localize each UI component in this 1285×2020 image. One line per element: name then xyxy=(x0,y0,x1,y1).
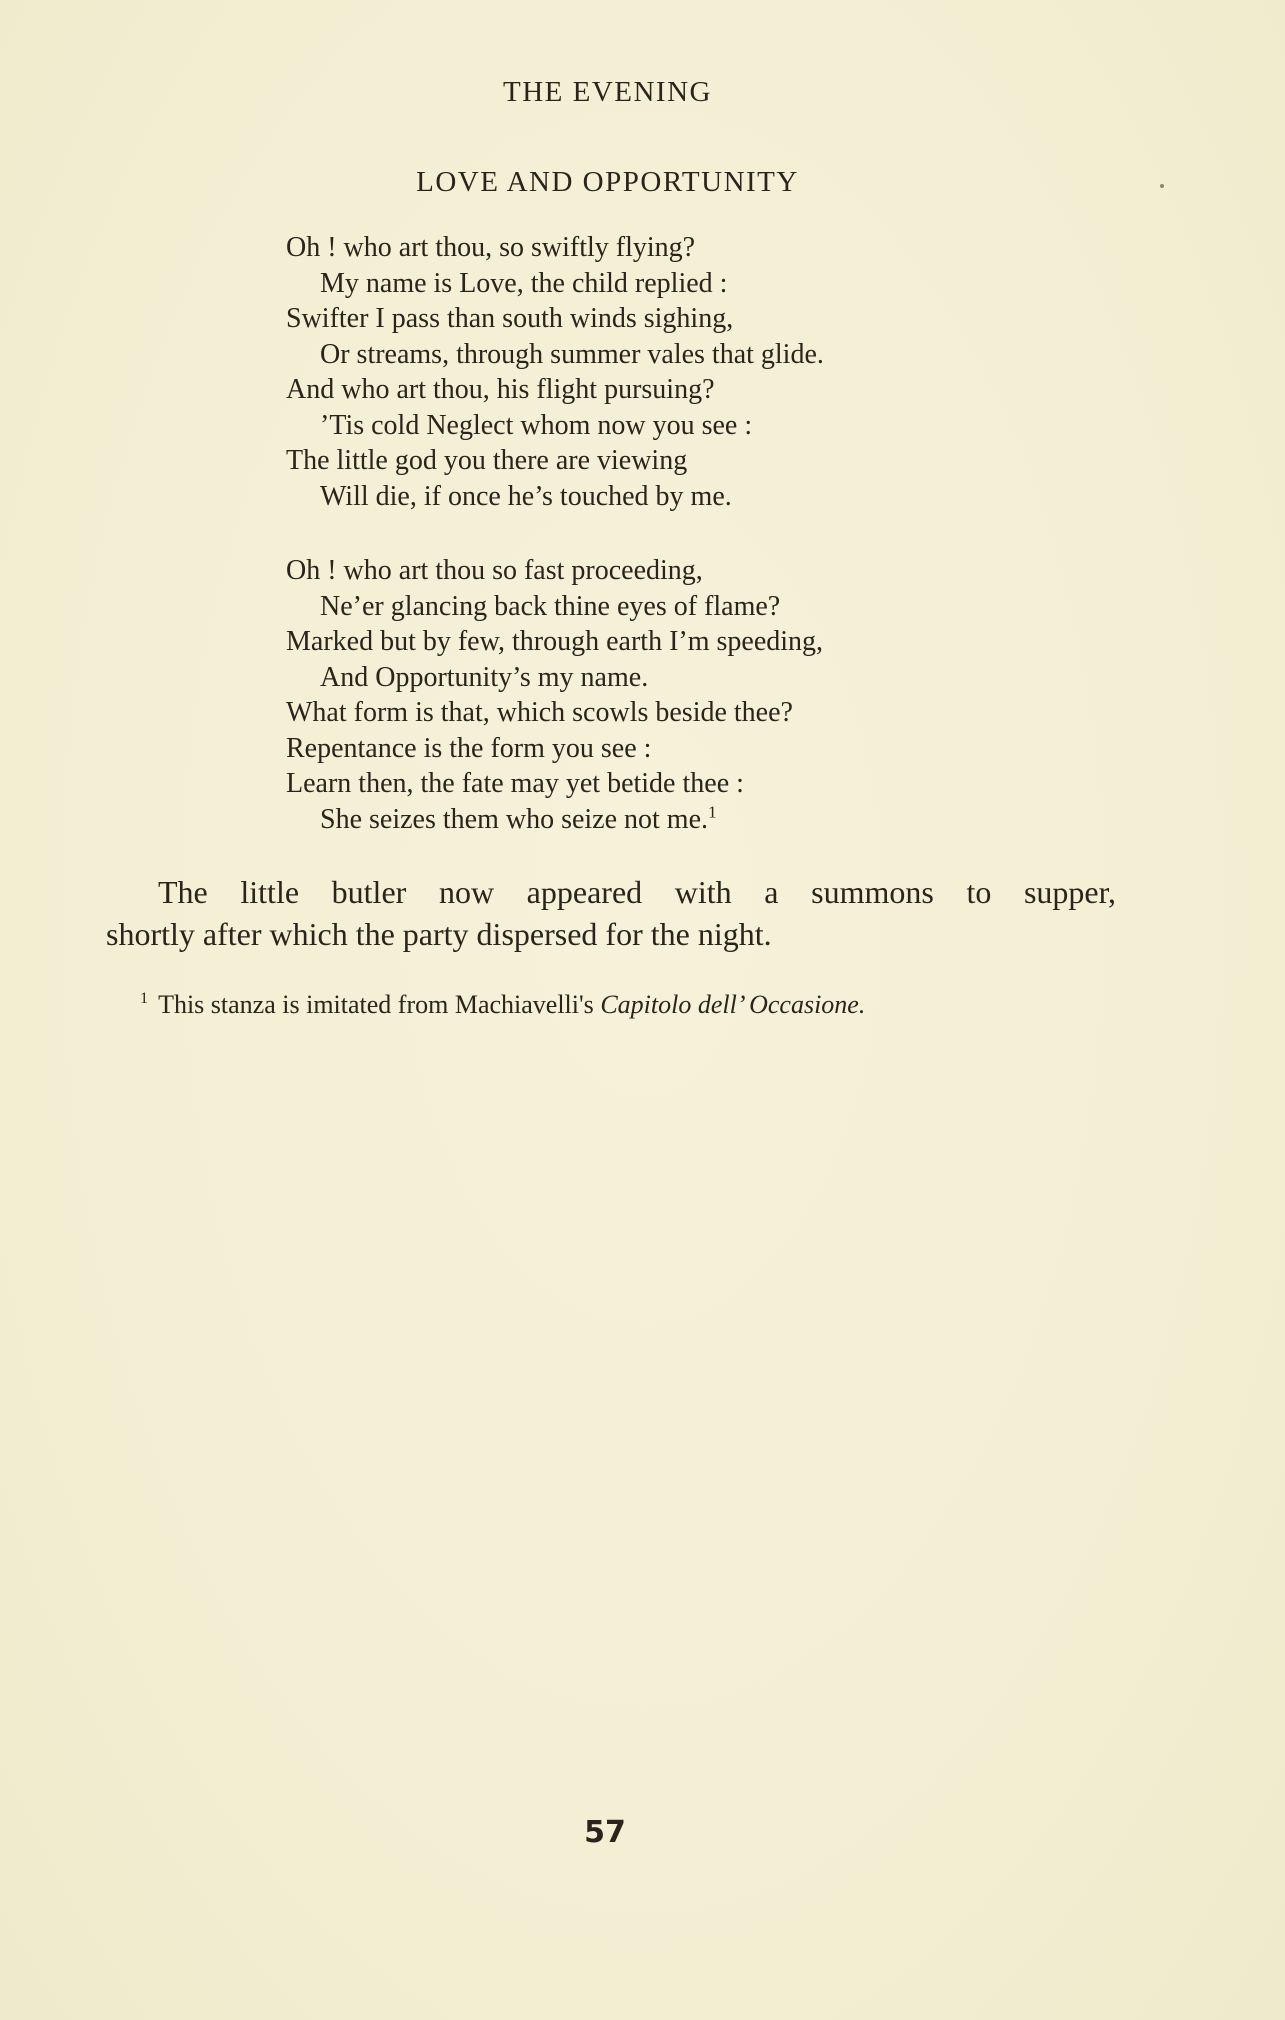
poem-line-text: She seizes them who seize not me. xyxy=(320,803,709,835)
poem-line: Will die, if once he’s touched by me. xyxy=(320,480,732,512)
stanza-1 xyxy=(286,230,1086,514)
footnote-italic-title: Capitolo dell’ Occasione. xyxy=(600,990,866,1019)
prose-paragraph xyxy=(106,871,1116,955)
poem-line: My name is Love, the child replied : xyxy=(320,267,728,299)
running-head: THE EVENING xyxy=(503,76,712,108)
footnote-mark: 1 xyxy=(140,990,149,1008)
page-number: 57 xyxy=(584,1815,626,1850)
poem-line: Oh ! who art thou so fast proceeding, xyxy=(286,555,703,586)
print-speck xyxy=(1160,184,1164,188)
stanza-2 xyxy=(286,553,1086,837)
poem-line: ’Tis cold Neglect whom now you see : xyxy=(320,409,753,441)
poem-line: Swifter I pass than south winds sighing, xyxy=(286,303,734,334)
poem-line: What form is that, which scowls beside thee? xyxy=(286,697,793,728)
poem-line: And Opportunity’s my name. xyxy=(320,661,649,693)
poem-line: Or streams, through summer vales that glide. xyxy=(320,338,824,370)
poem-line: Learn then, the fate may yet betide thee : xyxy=(286,768,744,799)
footnote-reference[interactable]: 1 xyxy=(708,802,717,822)
prose-line: shortly after which the party dispersed for the night. xyxy=(106,916,772,952)
poem-title: LOVE AND OPPORTUNITY xyxy=(416,166,799,198)
poem-line: The little god you there are viewing xyxy=(286,445,688,476)
footnote-text: This stanza is imitated from Machiavelli's xyxy=(158,990,594,1019)
poem-line: Repentance is the form you see : xyxy=(286,732,652,764)
prose-line: The little butler now appeared with a summons to supper, xyxy=(158,874,1116,910)
poem-line: Ne’er glancing back thine eyes of flame? xyxy=(320,590,781,622)
poem-line: Oh ! who art thou, so swiftly flying? xyxy=(286,232,696,263)
poem-line-last xyxy=(286,802,1086,838)
poem-line: Marked but by few, through earth I’m speeding, xyxy=(286,626,824,657)
footnote xyxy=(140,990,1140,1020)
poem-line: And who art thou, his flight pursuing? xyxy=(286,374,715,405)
